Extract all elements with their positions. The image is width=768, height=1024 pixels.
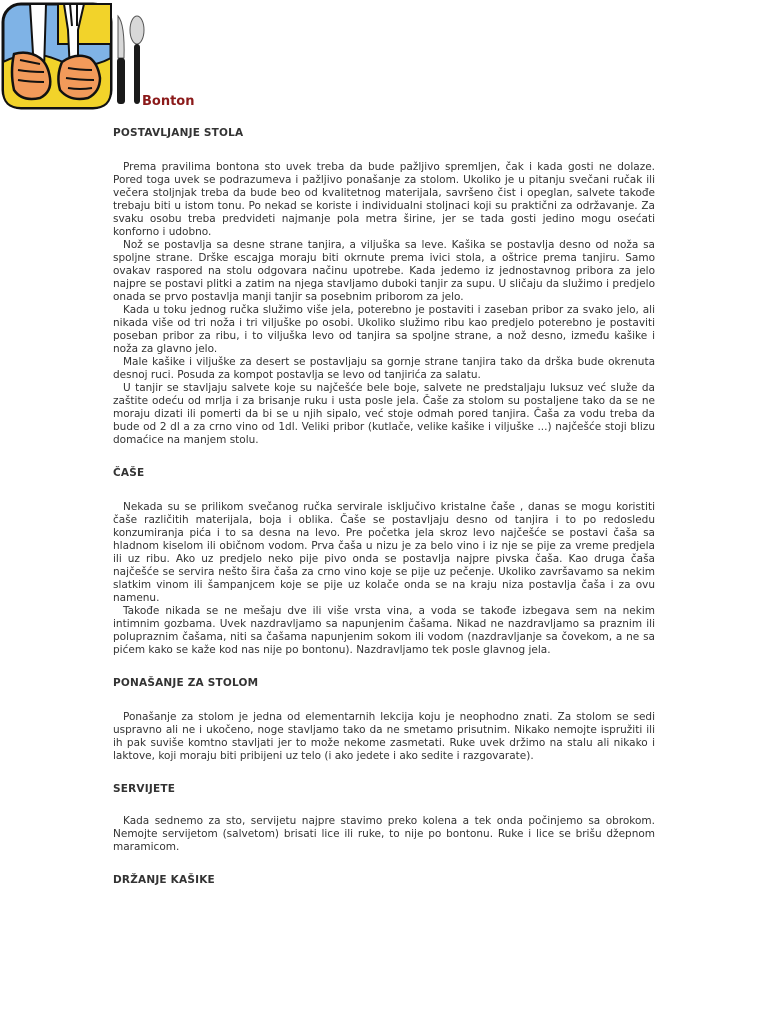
section-ponasanje-za-stolom — [113, 677, 655, 763]
section-heading: POSTAVLJANJE STOLA — [113, 127, 244, 139]
knife-spoon-icon — [112, 14, 146, 106]
cutlery-hands-logo — [0, 0, 118, 116]
paragraph: Male kašike i viljuške za desert se postavljaju sa gornje strane tanjira tako da drška bude okrenuta desnoj ruci. Posuda za kompot postavlja se levo od tanjirića za salatu. — [113, 356, 655, 381]
paragraph: Ponašanje za stolom je jedna od elementarnih lekcija koju je neophodno znati. Za stolom se sedi uspravno ali ne i ukočeno, noge stavljamo tako da ne smetamo prisutnim. Nikako nemojte ispružiti ili ih pak suviše komtno stavljati jer to može nekome zasmetati. Ruke uvek držimo na stalu ali nikako i laktove, koji moraju biti pribijeni uz telo (i ako jedete i ako sedite i razgovarate). — [113, 711, 655, 762]
article-body — [113, 127, 655, 886]
section-postavljanje-stola — [113, 127, 655, 447]
section-case — [113, 467, 655, 657]
section-heading: PONAŠANJE ZA STOLOM — [113, 677, 259, 689]
section-servijete — [113, 783, 655, 854]
paragraph: Nož se postavlja sa desne strane tanjira, a viljuška sa leve. Kašika se postavlja desno od noža sa spoljne strane. Drške escajga moraju biti okrnute prema ivici stola, a oštrice prema tanjiru. Samo ovakav raspored na stolu odgovara načinu upotrebe. Kada jedemo iz jednostavnog pribora za jelo najpre se postavi plitki a zatim na njega stavljamo duboki tanjir za supu. U sličaju da služimo i predjelo onada se prvo postavlja manji tanjir sa posebnim priborom za jelo. — [113, 239, 655, 303]
section-heading: ČAŠE — [113, 467, 145, 479]
paragraph: Prema pravilima bontona sto uvek treba da bude pažljivo spremljen, čak i kada gosti ne dolaze. Pored toga uvek se podrazumeva i pažljivo ponašanje za stolom. Ukoliko je u pitanju svečani ručak ili večera stoljnjak treba da bude beo od kvalitetnog materijala, savršeno čist i opeglan, salvete takođe trebaju biti u istom tonu. Po nekad se koriste i individualni stoljnaci koji su praktični za održavanje. Za svaku osobu treba predvideti najmanje pola metra širine, jer se tada gosti jedino mogu osećati konforno i udobno. — [113, 161, 655, 238]
paragraph: Takođe nikada se ne mešaju dve ili više vrsta vina, a voda se takođe izbegava sem na nekim intimnim gozbama. Uvek nazdravljamo sa napunjenim čašama. Nikad ne nazdravljamo sa praznim ili polupraznim čašama, niti sa čašama napunjenim sokom ili vodom (nazdravljanje sa čovekom, a ne sa pićem kako se kaže kod nas nije po bontonu). Nazdravljamo tek posle glavnog jela. — [113, 605, 655, 656]
paragraph: Nekada su se prilikom svečanog ručka servirale isključivo kristalne čaše , danas se mogu koristiti čaše različitih materijala, boja i oblika. Čaše se postavljaju desno od tanjira i to po redosledu konzumiranja pića i to sa desna na levo. Pre početka jela skroz levo najčešće se postavi čaša sa hladnom kiselom ili običnom vodom. Prva čaša u nizu je za belo vino i iz nje se pije za vreme predjela ili uz ribu. Ako uz predjelo neko pije pivo onda se postavlja najpre pivska čaša. Kao druga čaša najčešće se servira nešto šira čaša za crno vino koje se pije uz pečenje. Ukoliko završavamo sa nekim slatkim vinom ili šampanjcem koje se pije uz kolače onda se na kraju niza postavlja čaša i za ovu namenu. — [113, 501, 655, 604]
paragraph: Kada u toku jednog ručka služimo više jela, poterebno je postaviti i zaseban pribor za svako jelo, ali nikada više od tri noža i tri viljuške po osobi. Ukoliko služimo ribu kao predjelo poterebno je postaviti poseban pribor za ribu, i to viljuška levo od tanjira sa spoljne strane, a nož desno, između kašike i noža za glavno jelo. — [113, 304, 655, 355]
paragraph: Kada sednemo za sto, servijetu najpre stavimo preko kolena a tek onda počinjemo sa obrokom. Nemojte servijetom (salvetom) brisati lice ili ruke, to nije po bontonu. Ruke i lice se brišu džepnom maramicom. — [113, 815, 655, 853]
site-title: Bonton — [142, 94, 195, 109]
section-heading: SERVIJETE — [113, 783, 176, 795]
section-drzanje-kasike — [113, 874, 655, 886]
section-heading: DRŽANJE KAŠIKE — [113, 874, 215, 886]
paragraph: U tanjir se stavljaju salvete koje su najčešće bele boje, salvete ne predstaljaju luksuz već služe da zaštite odeću od mrlja i za brisanje ruku i usta posle jela. Čaše za stolom su postaljene tako da se ne moraju dizati ili pomerti da bi se u njih sipalo, već stoje odmah pored tanjira. Čaša za vodu treba da bude od 2 dl a za crno vino od 1dl. Veliki pribor (kutlače, velike kašike i viljuške ...) najčešće stoji blizu domaćice na manjem stolu. — [113, 382, 655, 446]
